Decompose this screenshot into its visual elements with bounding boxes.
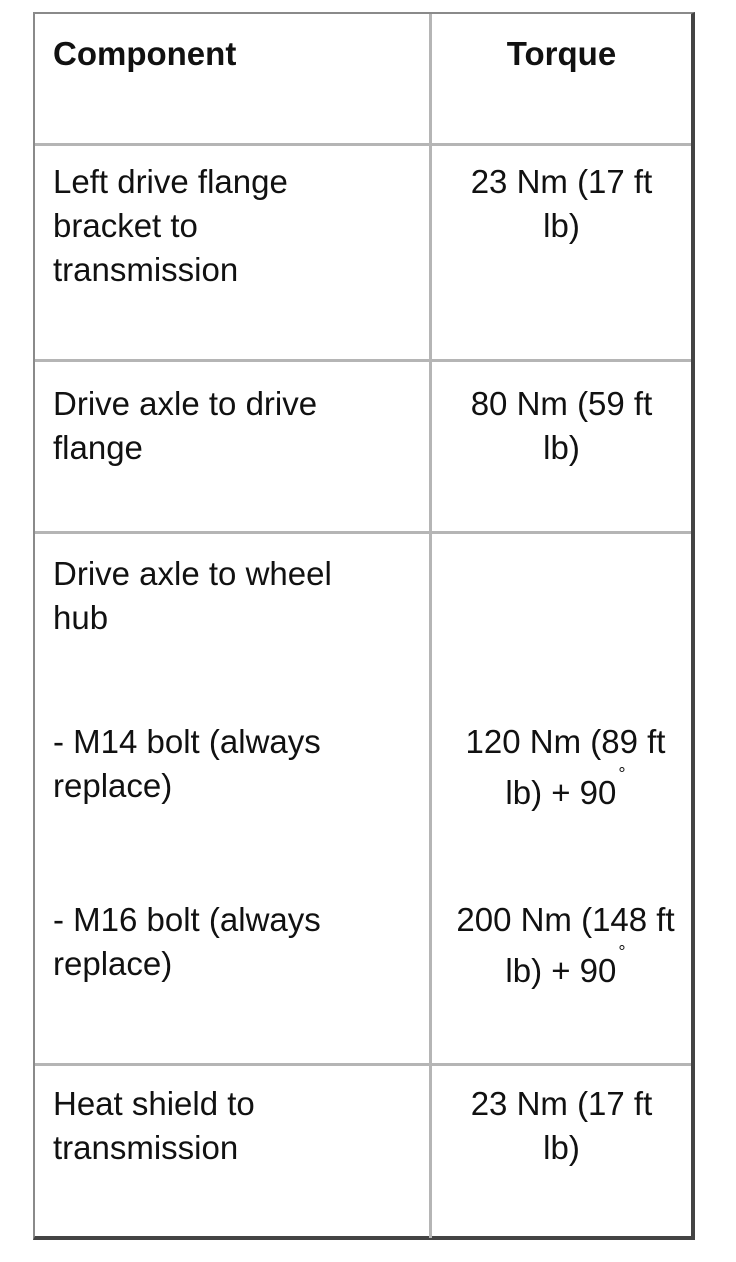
- table-row: [35, 362, 691, 534]
- component-text: Left drive flange bracket to transmission: [53, 163, 288, 288]
- sub-component-text: - M16 bolt (always replace): [53, 901, 321, 982]
- component-cell: [35, 146, 432, 359]
- torque-table: [33, 12, 695, 1240]
- header-cell-torque: [432, 14, 691, 143]
- sub-torque-text: [446, 720, 685, 815]
- sub-torque-value: 200 Nm (148 ft lb) + 90: [456, 901, 675, 989]
- torque-text: 23 Nm (17 ft lb): [470, 1085, 653, 1166]
- header-cell-component: [35, 14, 432, 143]
- table-header-row: [35, 14, 691, 146]
- sub-component-text: - M14 bolt (always replace): [53, 723, 321, 804]
- degree-symbol: °: [618, 942, 626, 962]
- sub-torque-value: 120 Nm (89 ft lb) + 90: [465, 723, 666, 811]
- torque-cell: [432, 362, 691, 531]
- torque-cell: [432, 534, 691, 1063]
- component-text: Drive axle to wheel hub: [53, 555, 332, 636]
- torque-text: 23 Nm (17 ft lb): [470, 163, 653, 244]
- degree-symbol: °: [618, 764, 626, 784]
- component-text: Drive axle to drive flange: [53, 385, 318, 466]
- torque-cell: [432, 1066, 691, 1238]
- component-text: Heat shield to transmission: [53, 1085, 255, 1166]
- table-row: [35, 146, 691, 362]
- component-cell: [35, 362, 432, 531]
- sub-torque-text: [446, 898, 685, 993]
- header-torque-label: Torque: [506, 35, 617, 72]
- table-row: [35, 1066, 691, 1238]
- table-row: [35, 534, 691, 1066]
- torque-text: 80 Nm (59 ft lb): [470, 385, 653, 466]
- header-component-label: Component: [53, 35, 237, 72]
- component-cell: [35, 1066, 432, 1238]
- torque-cell: [432, 146, 691, 359]
- component-cell: [35, 534, 432, 1063]
